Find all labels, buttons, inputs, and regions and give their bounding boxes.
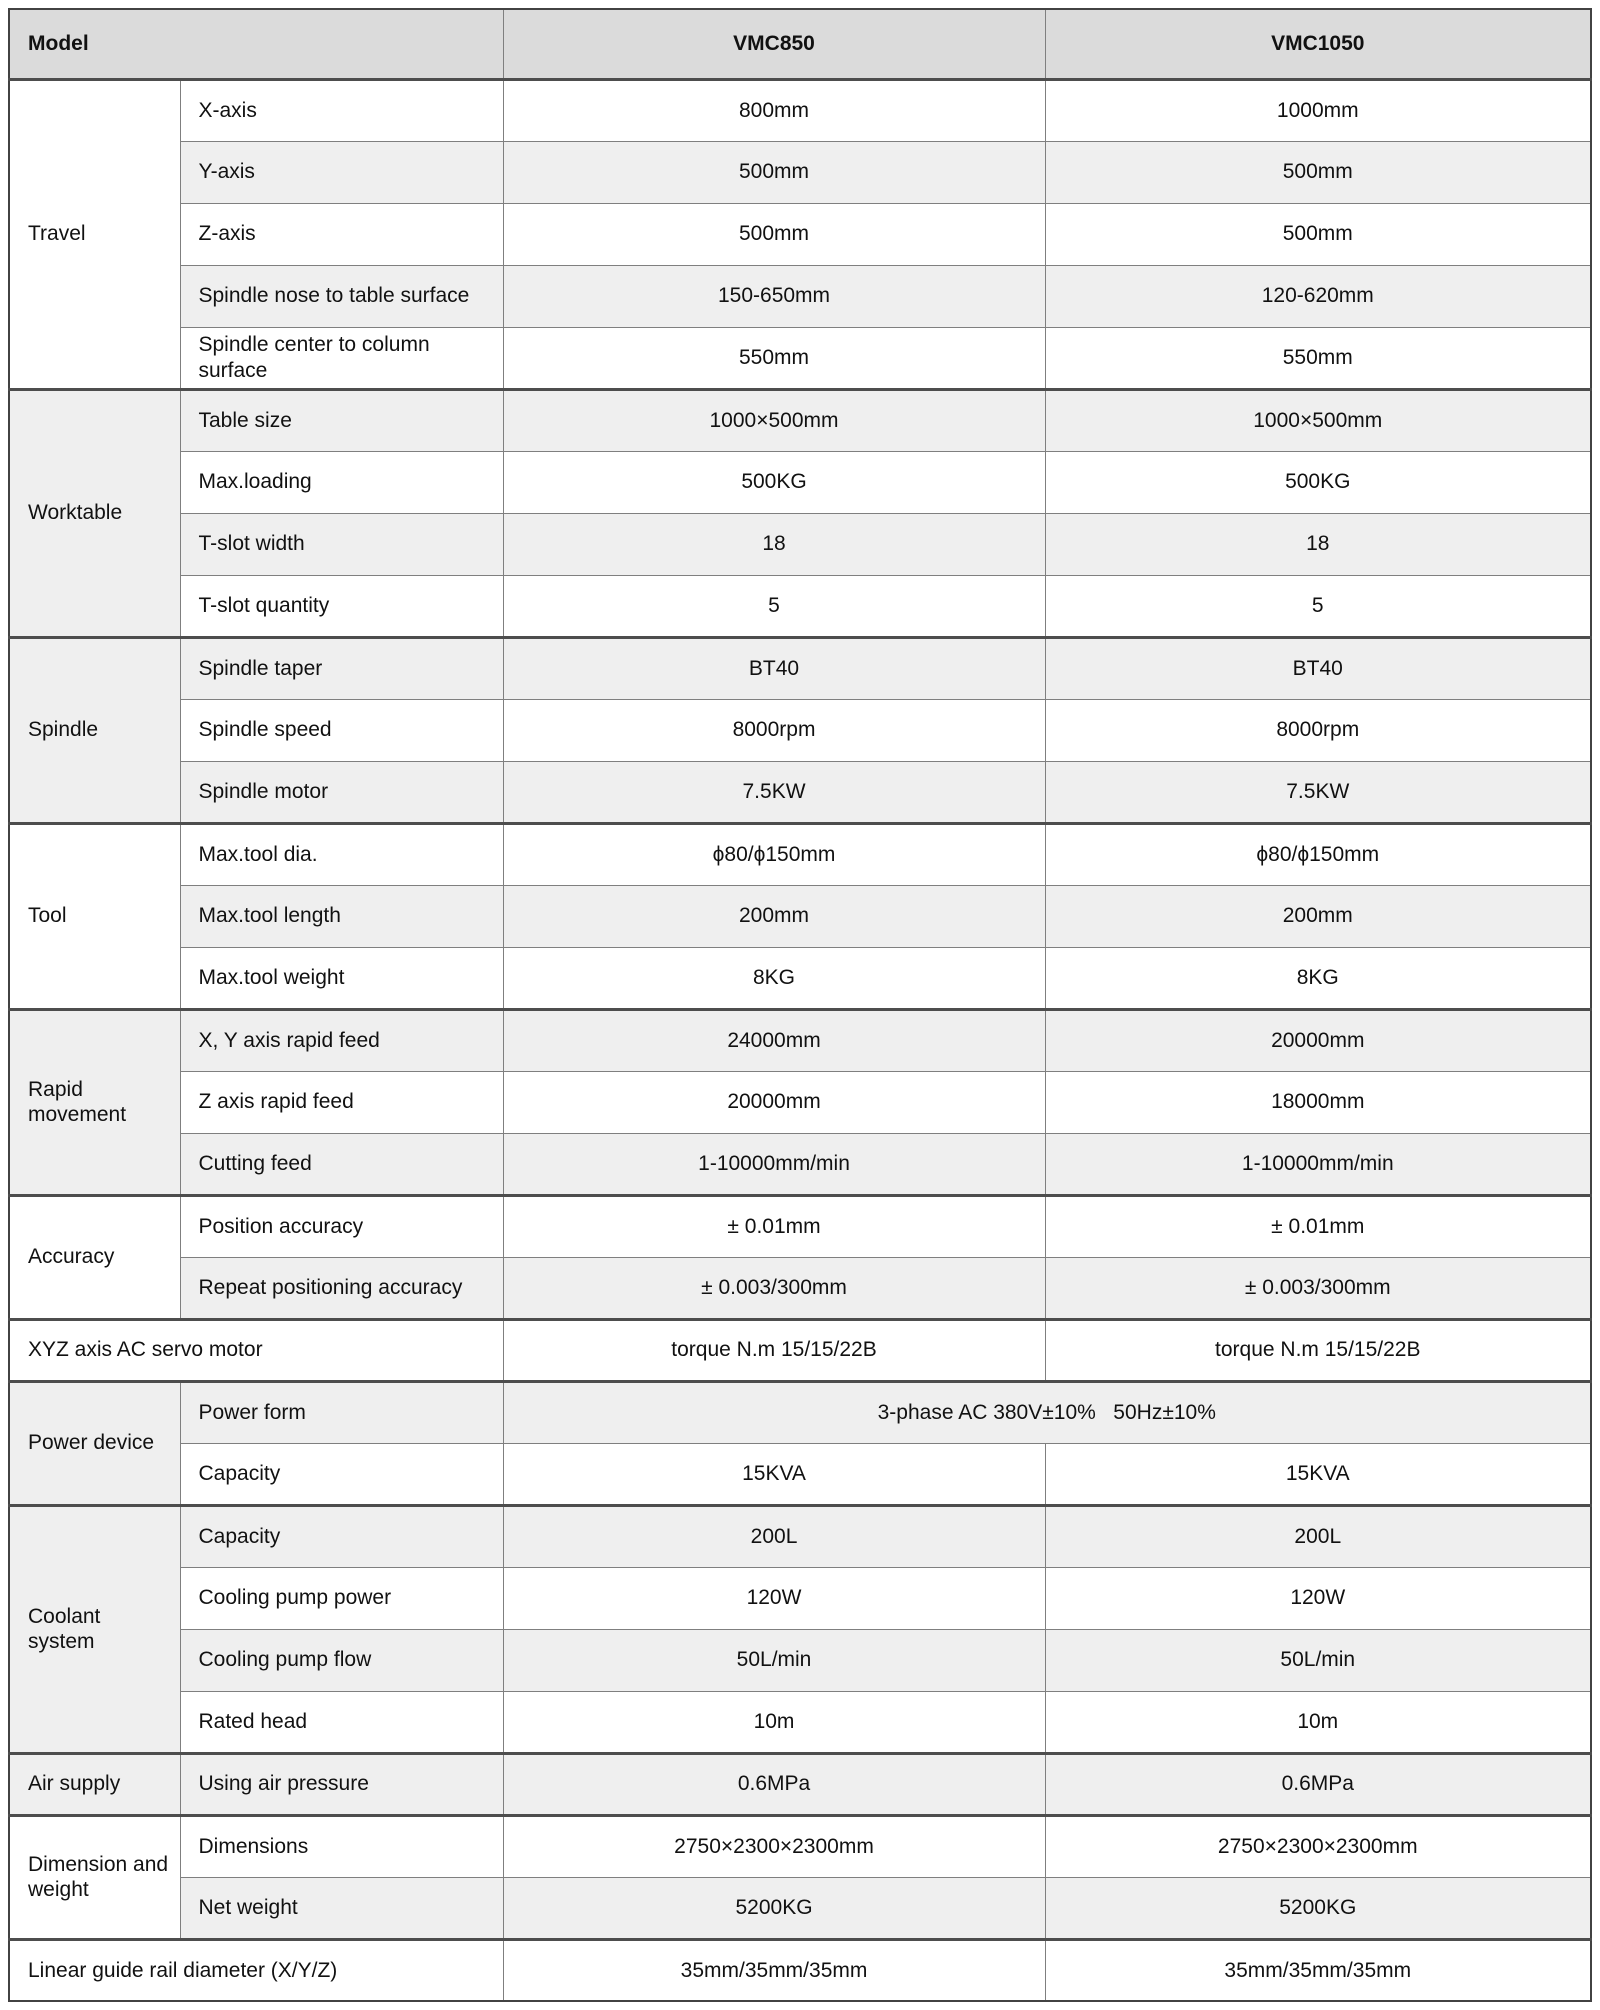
value-vmc850: 5200KG bbox=[503, 1877, 1045, 1939]
param-label: Power form bbox=[180, 1381, 503, 1443]
value-vmc1050: BT40 bbox=[1045, 637, 1591, 699]
table-row bbox=[9, 885, 1591, 947]
table-row bbox=[9, 575, 1591, 637]
value-vmc850: 500mm bbox=[503, 203, 1045, 265]
value-vmc850: 10m bbox=[503, 1691, 1045, 1753]
value-vmc1050: ± 0.01mm bbox=[1045, 1195, 1591, 1257]
value-vmc850: 35mm/35mm/35mm bbox=[503, 1939, 1045, 2001]
value-vmc1050: 18000mm bbox=[1045, 1071, 1591, 1133]
value-vmc1050: ± 0.003/300mm bbox=[1045, 1257, 1591, 1319]
group-cell-accuracy: Accuracy bbox=[9, 1195, 180, 1319]
table-row bbox=[9, 1381, 1591, 1443]
value-vmc850: 120W bbox=[503, 1567, 1045, 1629]
group-cell-tool: Tool bbox=[9, 823, 180, 1009]
param-label: Capacity bbox=[180, 1443, 503, 1505]
value-vmc1050: 50L/min bbox=[1045, 1629, 1591, 1691]
value-vmc1050: 500mm bbox=[1045, 203, 1591, 265]
value-vmc1050: 200mm bbox=[1045, 885, 1591, 947]
table-row bbox=[9, 1257, 1591, 1319]
param-label: Max.tool dia. bbox=[180, 823, 503, 885]
table-row bbox=[9, 1071, 1591, 1133]
table-row bbox=[9, 451, 1591, 513]
param-label: Cooling pump power bbox=[180, 1567, 503, 1629]
value-vmc1050: 5200KG bbox=[1045, 1877, 1591, 1939]
param-label: Using air pressure bbox=[180, 1753, 503, 1815]
value-vmc850: 800mm bbox=[503, 79, 1045, 141]
param-label: T-slot width bbox=[180, 513, 503, 575]
value-vmc1050: 120-620mm bbox=[1045, 265, 1591, 327]
table-row bbox=[9, 327, 1591, 389]
value-vmc850: torque N.m 15/15/22B bbox=[503, 1319, 1045, 1381]
value-vmc850: 500mm bbox=[503, 141, 1045, 203]
param-label: Cutting feed bbox=[180, 1133, 503, 1195]
value-vmc1050: 0.6MPa bbox=[1045, 1753, 1591, 1815]
value-vmc850: 7.5KW bbox=[503, 761, 1045, 823]
value-vmc850: 550mm bbox=[503, 327, 1045, 389]
value-vmc1050: 2750×2300×2300mm bbox=[1045, 1815, 1591, 1877]
param-label: Max.tool length bbox=[180, 885, 503, 947]
param-label: Spindle motor bbox=[180, 761, 503, 823]
table-row bbox=[9, 1195, 1591, 1257]
param-label: Max.tool weight bbox=[180, 947, 503, 1009]
param-label: Capacity bbox=[180, 1505, 503, 1567]
table-row bbox=[9, 947, 1591, 1009]
table-row bbox=[9, 823, 1591, 885]
table-row bbox=[9, 1505, 1591, 1567]
param-label: X-axis bbox=[180, 79, 503, 141]
group-cell-spindle: Spindle bbox=[9, 637, 180, 823]
value-vmc1050: 8000rpm bbox=[1045, 699, 1591, 761]
value-vmc850: 200mm bbox=[503, 885, 1045, 947]
table-row bbox=[9, 1133, 1591, 1195]
table-row bbox=[9, 761, 1591, 823]
table-row bbox=[9, 1753, 1591, 1815]
table-row bbox=[9, 1567, 1591, 1629]
value-vmc1050: 18 bbox=[1045, 513, 1591, 575]
table-row bbox=[9, 699, 1591, 761]
table-row bbox=[9, 1009, 1591, 1071]
value-vmc850: 2750×2300×2300mm bbox=[503, 1815, 1045, 1877]
value-vmc850: 0.6MPa bbox=[503, 1753, 1045, 1815]
table-row bbox=[9, 1877, 1591, 1939]
value-vmc850: 150-650mm bbox=[503, 265, 1045, 327]
table-row bbox=[9, 1319, 1591, 1381]
value-vmc850: 20000mm bbox=[503, 1071, 1045, 1133]
table-row bbox=[9, 637, 1591, 699]
table-row bbox=[9, 141, 1591, 203]
value-vmc850: ± 0.01mm bbox=[503, 1195, 1045, 1257]
header-row bbox=[9, 9, 1591, 79]
servo-motor-label: XYZ axis AC servo motor bbox=[9, 1319, 503, 1381]
value-vmc1050: 20000mm bbox=[1045, 1009, 1591, 1071]
value-vmc1050: 1000mm bbox=[1045, 79, 1591, 141]
header-model: Model bbox=[9, 9, 503, 79]
table-row bbox=[9, 1815, 1591, 1877]
param-label: Table size bbox=[180, 389, 503, 451]
value-vmc850: ± 0.003/300mm bbox=[503, 1257, 1045, 1319]
value-vmc850: 24000mm bbox=[503, 1009, 1045, 1071]
table-row bbox=[9, 1443, 1591, 1505]
param-label: Spindle speed bbox=[180, 699, 503, 761]
table-row bbox=[9, 389, 1591, 451]
value-vmc1050: 550mm bbox=[1045, 327, 1591, 389]
value-vmc850: 200L bbox=[503, 1505, 1045, 1567]
param-label: Z-axis bbox=[180, 203, 503, 265]
table-row bbox=[9, 203, 1591, 265]
group-cell-power-device: Power device bbox=[9, 1381, 180, 1505]
header-vmc1050: VMC1050 bbox=[1045, 9, 1591, 79]
value-vmc850: 500KG bbox=[503, 451, 1045, 513]
param-label: T-slot quantity bbox=[180, 575, 503, 637]
param-label: Net weight bbox=[180, 1877, 503, 1939]
value-vmc1050: 35mm/35mm/35mm bbox=[1045, 1939, 1591, 2001]
value-vmc1050: 1000×500mm bbox=[1045, 389, 1591, 451]
value-vmc850: 18 bbox=[503, 513, 1045, 575]
value-vmc1050: 7.5KW bbox=[1045, 761, 1591, 823]
param-label: X, Y axis rapid feed bbox=[180, 1009, 503, 1071]
value-vmc1050: ϕ80/ϕ150mm bbox=[1045, 823, 1591, 885]
table-row bbox=[9, 1691, 1591, 1753]
value-vmc850: ϕ80/ϕ150mm bbox=[503, 823, 1045, 885]
group-cell-worktable: Worktable bbox=[9, 389, 180, 637]
param-label: Position accuracy bbox=[180, 1195, 503, 1257]
spec-table bbox=[8, 8, 1592, 2002]
group-cell-coolant-system: Coolant system bbox=[9, 1505, 180, 1753]
param-label: Z axis rapid feed bbox=[180, 1071, 503, 1133]
param-label: Dimensions bbox=[180, 1815, 503, 1877]
param-label: Spindle center to column surface bbox=[180, 327, 503, 389]
param-label: Spindle nose to table surface bbox=[180, 265, 503, 327]
group-cell-travel: Travel bbox=[9, 79, 180, 389]
value-vmc1050: 5 bbox=[1045, 575, 1591, 637]
value-vmc1050: 1-10000mm/min bbox=[1045, 1133, 1591, 1195]
header-vmc850: VMC850 bbox=[503, 9, 1045, 79]
value-vmc1050: 200L bbox=[1045, 1505, 1591, 1567]
value-vmc850: 8KG bbox=[503, 947, 1045, 1009]
param-label: Spindle taper bbox=[180, 637, 503, 699]
param-label: Rated head bbox=[180, 1691, 503, 1753]
value-vmc1050: torque N.m 15/15/22B bbox=[1045, 1319, 1591, 1381]
value-vmc1050: 10m bbox=[1045, 1691, 1591, 1753]
value-vmc1050: 15KVA bbox=[1045, 1443, 1591, 1505]
value-vmc1050: 8KG bbox=[1045, 947, 1591, 1009]
group-cell-dimension-weight: Dimension and weight bbox=[9, 1815, 180, 1939]
table-row bbox=[9, 1629, 1591, 1691]
param-label: Y-axis bbox=[180, 141, 503, 203]
param-label: Cooling pump flow bbox=[180, 1629, 503, 1691]
param-label: Repeat positioning accuracy bbox=[180, 1257, 503, 1319]
linear-guide-label: Linear guide rail diameter (X/Y/Z) bbox=[9, 1939, 503, 2001]
value-both-models: 3-phase AC 380V±10% 50Hz±10% bbox=[503, 1381, 1591, 1443]
value-vmc850: 1-10000mm/min bbox=[503, 1133, 1045, 1195]
value-vmc850: 8000rpm bbox=[503, 699, 1045, 761]
value-vmc1050: 500mm bbox=[1045, 141, 1591, 203]
table-row bbox=[9, 513, 1591, 575]
value-vmc850: BT40 bbox=[503, 637, 1045, 699]
value-vmc1050: 500KG bbox=[1045, 451, 1591, 513]
table-row bbox=[9, 79, 1591, 141]
value-vmc850: 1000×500mm bbox=[503, 389, 1045, 451]
table-row bbox=[9, 1939, 1591, 2001]
param-label: Max.loading bbox=[180, 451, 503, 513]
value-vmc850: 5 bbox=[503, 575, 1045, 637]
table-row bbox=[9, 265, 1591, 327]
value-vmc850: 15KVA bbox=[503, 1443, 1045, 1505]
value-vmc850: 50L/min bbox=[503, 1629, 1045, 1691]
value-vmc1050: 120W bbox=[1045, 1567, 1591, 1629]
group-cell-air-supply: Air supply bbox=[9, 1753, 180, 1815]
group-cell-rapid-movement: Rapid movement bbox=[9, 1009, 180, 1195]
